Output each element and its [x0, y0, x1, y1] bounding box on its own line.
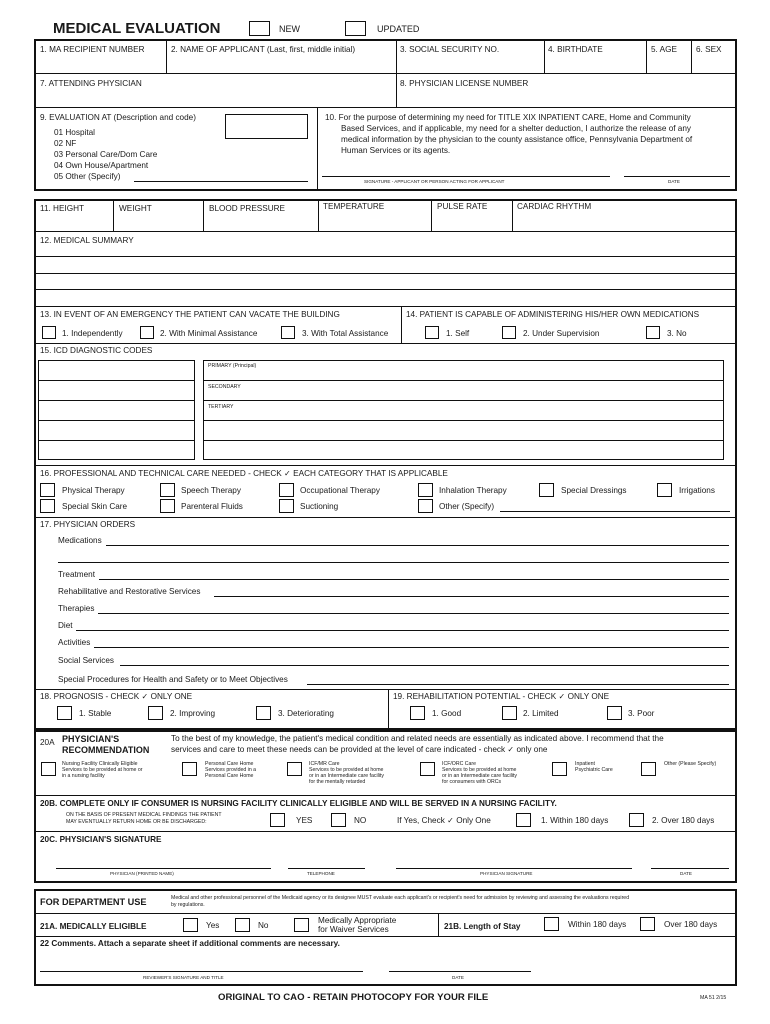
evaluation-at-label: 9. EVALUATION AT (Description and code)	[40, 113, 196, 122]
updated-checkbox[interactable]	[345, 21, 366, 36]
comments-label: 22 Comments. Attach a separate sheet if additional comments are necessary.	[40, 939, 340, 948]
return-home-yes-label: YES	[296, 816, 313, 825]
consent-line-2: Based Services, and if applicable, my need for a shelter deduction, I authorize the release of any	[341, 124, 691, 133]
telephone-caption: TELEPHONE	[307, 871, 335, 876]
stay-within-180-label: Within 180 days	[568, 920, 627, 929]
emergency-independently-checkbox[interactable]	[42, 326, 56, 339]
order-medications-label: Medications	[58, 536, 102, 545]
emergency-label: 13. IN EVENT OF AN EMERGENCY THE PATIENT CAN VACATE THE BUILDING	[40, 310, 340, 319]
parenteral-fluids-label: Parenteral Fluids	[181, 502, 243, 511]
inhalation-therapy-checkbox[interactable]	[418, 483, 433, 497]
icd-label: 15. ICD DIAGNOSTIC CODES	[40, 346, 153, 355]
eval-option-personal-care: 03 Personal Care/Dom Care	[54, 150, 158, 159]
icd-tertiary-label: TERTIARY	[208, 404, 234, 410]
pulse-rate-field[interactable]: PULSE RATE	[437, 202, 488, 211]
order-rehabilitative-label: Rehabilitative and Restorative Services	[58, 587, 201, 596]
special-skin-care-label: Special Skin Care	[62, 502, 128, 511]
emergency-independently-label: 1. Independently	[62, 329, 123, 338]
rec-option-icfmr-2: Services to be provided at home	[309, 767, 384, 773]
medically-eligible-label: 21A. MEDICALLY ELIGIBLE	[40, 922, 147, 931]
rec-text-2: services and care to meet these needs can be provided at the level of care indicated - check ✓ only one	[171, 745, 548, 754]
consent-line-3: medical information by the physician to the county assistance office, Pennsylvania Department of	[341, 135, 693, 144]
updated-label: UPDATED	[377, 24, 420, 34]
emergency-total-checkbox[interactable]	[281, 326, 295, 339]
speech-therapy-label: Speech Therapy	[181, 486, 241, 495]
department-note-1: Medical and other professional personnel of the Medicaid agency or its designee MUST evaluate each applicant's or recipient's need for admission by reviewing and assessing the evaluations required	[171, 895, 630, 901]
emergency-minimal-label: 2. With Minimal Assistance	[160, 329, 258, 338]
physical-therapy-checkbox[interactable]	[40, 483, 55, 497]
icf-orc-care-checkbox[interactable]	[420, 762, 435, 776]
physician-date-caption: DATE	[680, 871, 692, 876]
occupational-therapy-label: Occupational Therapy	[300, 486, 380, 495]
eligible-yes-label: Yes	[206, 921, 220, 930]
other-care-line[interactable]	[500, 511, 730, 512]
applicant-date-line[interactable]	[624, 176, 730, 177]
therapies-line[interactable]	[98, 613, 729, 614]
waiver-appropriate-checkbox[interactable]	[294, 918, 309, 932]
stay-within-180-checkbox[interactable]	[544, 917, 559, 931]
attending-physician-field[interactable]: 7. ATTENDING PHYSICIAN	[40, 79, 142, 88]
rec-option-pch-2: Services provided in a	[205, 767, 257, 773]
rec-text-1: To the best of my knowledge, the patient's medical condition and related needs are essentially as indicated above. I recommend that the	[171, 734, 664, 743]
consent-line-4: Human Services or its agents.	[341, 146, 451, 155]
ssn-field[interactable]: 3. SOCIAL SECURITY NO.	[400, 45, 500, 54]
icd-descriptions-grid[interactable]	[203, 360, 724, 460]
other-care-checkbox[interactable]	[418, 499, 433, 513]
nf-within-180-checkbox[interactable]	[516, 813, 531, 827]
emergency-total-label: 3. With Total Assistance	[302, 329, 389, 338]
inhalation-therapy-label: Inhalation Therapy	[439, 486, 507, 495]
order-diet-label: Diet	[58, 621, 73, 630]
nf-section-label: 20B. COMPLETE ONLY IF CONSUMER IS NURSING FACILITY CLINICALLY ELIGIBLE AND WILL BE SERVED IN A NURSING FACILITY.	[40, 799, 557, 808]
meds-self-checkbox[interactable]	[425, 326, 439, 339]
prognosis-improving-label: 2. Improving	[170, 709, 216, 718]
special-dressings-label: Special Dressings	[561, 486, 627, 495]
physician-signature-label: 20C. PHYSICIAN'S SIGNATURE	[40, 835, 162, 844]
meds-self-label: 1. Self	[446, 329, 470, 338]
activities-line[interactable]	[94, 647, 729, 648]
signature-caption: SIGNATURE - APPLICANT OR PERSON ACTING FOR APPLICANT	[364, 179, 505, 184]
rehab-poor-label: 3. Poor	[628, 709, 655, 718]
evaluation-code-box[interactable]	[225, 114, 308, 139]
order-therapies-label: Therapies	[58, 604, 95, 613]
order-social-services-label: Social Services	[58, 656, 114, 665]
physical-therapy-label: Physical Therapy	[62, 486, 125, 495]
care-needed-label: 16. PROFESSIONAL AND TECHNICAL CARE NEEDED - CHECK ✓ EACH CATEGORY THAT IS APPLICABLE	[40, 469, 448, 478]
reviewer-date-line[interactable]	[389, 971, 531, 972]
date-caption: DATE	[668, 179, 680, 184]
other-care-label: Other (Specify)	[439, 502, 495, 511]
physician-date-line[interactable]	[651, 868, 729, 869]
rec-option-nf-3: in a nursing facility	[62, 773, 105, 779]
ma-recipient-number-field[interactable]: 1. MA RECIPIENT NUMBER	[40, 45, 145, 54]
rehabilitative-line[interactable]	[214, 596, 729, 597]
rehab-good-label: 1. Good	[432, 709, 462, 718]
emergency-minimal-checkbox[interactable]	[140, 326, 154, 339]
rehab-limited-checkbox[interactable]	[502, 706, 517, 720]
special-dressings-checkbox[interactable]	[539, 483, 554, 497]
new-label: NEW	[279, 24, 300, 34]
order-treatment-label: Treatment	[58, 570, 96, 579]
prognosis-stable-label: 1. Stable	[79, 709, 112, 718]
physician-telephone-line[interactable]	[288, 868, 365, 869]
suctioning-checkbox[interactable]	[279, 499, 294, 513]
special-procedures-line[interactable]	[307, 684, 729, 685]
rec-option-other: Other (Please Specify)	[664, 761, 717, 767]
nf-basis-1: ON THE BASIS OF PRESENT MEDICAL FINDINGS THE PATIENT	[66, 812, 222, 818]
nf-if-yes-label: If Yes, Check ✓ Only One	[397, 816, 491, 825]
rec-option-icforc-2: Services to be provided at home	[442, 767, 517, 773]
icf-mr-care-checkbox[interactable]	[287, 762, 302, 776]
blood-pressure-field[interactable]: BLOOD PRESSURE	[209, 204, 285, 213]
social-services-line[interactable]	[120, 665, 729, 666]
parenteral-fluids-checkbox[interactable]	[160, 499, 175, 513]
eligible-no-label: No	[258, 921, 269, 930]
prognosis-stable-checkbox[interactable]	[57, 706, 72, 720]
stay-over-180-label: Over 180 days	[664, 920, 718, 929]
return-home-yes-checkbox[interactable]	[270, 813, 285, 827]
cardiac-rhythm-field[interactable]: CARDIAC RHYTHM	[517, 202, 592, 211]
eval-option-nf: 02 NF	[54, 139, 77, 148]
suctioning-label: Suctioning	[300, 502, 339, 511]
eval-option-other: 05 Other (Specify)	[54, 172, 121, 181]
occupational-therapy-checkbox[interactable]	[279, 483, 294, 497]
nf-eligible-checkbox[interactable]	[41, 762, 56, 776]
form-title: MEDICAL EVALUATION	[53, 20, 221, 37]
rec-option-pch-1: Personal Care Home	[205, 761, 254, 767]
rec-title-2: RECOMMENDATION	[62, 745, 150, 755]
waiver-appropriate-line-2: for Waiver Services	[318, 925, 389, 934]
rec-number: 20A	[40, 738, 55, 747]
prognosis-deteriorating-label: 3. Deteriorating	[278, 709, 334, 718]
medications-label: 14. PATIENT IS CAPABLE OF ADMINISTERING HIS/HER OWN MEDICATIONS	[406, 310, 700, 319]
inpatient-psychiatric-checkbox[interactable]	[552, 762, 567, 776]
nf-over-180-label: 2. Over 180 days	[652, 816, 715, 825]
height-field[interactable]: 11. HEIGHT	[40, 204, 84, 213]
rec-option-icfmr-3: or in an Intermediate care facility	[309, 773, 384, 779]
consent-line-1: 10. For the purpose of determining my need for TITLE XIX INPATIENT CARE, Home and Community	[325, 113, 691, 122]
age-field[interactable]: 5. AGE	[651, 45, 677, 54]
treatment-line[interactable]	[99, 579, 729, 580]
personal-care-home-checkbox[interactable]	[182, 762, 197, 776]
physician-license-field[interactable]: 8. PHYSICIAN LICENSE NUMBER	[400, 79, 529, 88]
return-home-no-label: NO	[354, 816, 367, 825]
return-home-no-checkbox[interactable]	[331, 813, 346, 827]
icd-primary-label: PRIMARY (Principal)	[208, 363, 257, 369]
rec-option-nf-1: Nursing Facility Clinically Eligible	[62, 761, 138, 767]
speech-therapy-checkbox[interactable]	[160, 483, 175, 497]
new-checkbox[interactable]	[249, 21, 270, 36]
reviewer-date-caption: DATE	[452, 975, 464, 980]
irrigations-label: Irrigations	[679, 486, 715, 495]
other-recommendation-checkbox[interactable]	[641, 762, 656, 776]
length-of-stay-label: 21B. Length of Stay	[444, 922, 521, 931]
nf-within-180-label: 1. Within 180 days	[541, 816, 609, 825]
rec-option-icforc-1: ICF/ORC Care	[442, 761, 477, 767]
rec-option-pch-3: Personal Care Home	[205, 773, 254, 779]
rec-option-icfmr-1: ICF/MR Care	[309, 761, 340, 767]
nf-over-180-checkbox[interactable]	[629, 813, 644, 827]
meds-supervision-label: 2. Under Supervision	[523, 329, 600, 338]
rec-option-nf-2: Services to be provided at home or	[62, 767, 143, 773]
applicant-name-field[interactable]: 2. NAME OF APPLICANT (Last, first, middle initial)	[171, 45, 356, 54]
prognosis-improving-checkbox[interactable]	[148, 706, 163, 720]
medical-summary-label: 12. MEDICAL SUMMARY	[40, 236, 134, 245]
physician-signature-line[interactable]	[396, 868, 632, 869]
printed-name-caption: PHYSICIAN (PRINTED NAME)	[110, 871, 174, 876]
rec-option-icforc-3: or in an Intermediate care facility	[442, 773, 517, 779]
medications-line[interactable]	[58, 562, 729, 563]
rec-option-psych-1: Inpatient	[575, 761, 595, 767]
nf-basis-2: MAY EVENTUALLY RETURN HOME OR BE DISCHARGED:	[66, 819, 207, 825]
rec-title-1: PHYSICIAN'S	[62, 734, 120, 744]
physician-orders-label: 17. PHYSICIAN ORDERS	[40, 520, 136, 529]
form-number: MA 51 2/15	[700, 995, 727, 1001]
birthdate-field[interactable]: 4. BIRTHDATE	[548, 45, 603, 54]
sex-field[interactable]: 6. SEX	[696, 45, 722, 54]
reviewer-caption: REVIEWER'S SIGNATURE AND TITLE	[143, 975, 224, 980]
eval-option-own-house: 04 Own House/Apartment	[54, 161, 149, 170]
rec-option-psych-2: Psychiatric Care	[575, 767, 613, 773]
order-special-procedures-label: Special Procedures for Health and Safety or to Meet Objectives	[58, 675, 288, 684]
rec-option-icforc-4: for consumers with ORCs	[442, 779, 502, 785]
stay-over-180-checkbox[interactable]	[640, 917, 655, 931]
eligible-yes-checkbox[interactable]	[183, 918, 198, 932]
order-activities-label: Activities	[58, 638, 91, 647]
medications-line[interactable]	[106, 545, 729, 546]
summary-line[interactable]	[35, 256, 736, 257]
applicant-signature-line[interactable]	[322, 176, 610, 177]
footer-instruction: ORIGINAL TO CAO - RETAIN PHOTOCOPY FOR YOUR FILE	[218, 992, 489, 1003]
eval-other-line[interactable]	[134, 181, 308, 182]
special-skin-care-checkbox[interactable]	[40, 499, 55, 513]
rehab-potential-label: 19. REHABILITATION POTENTIAL - CHECK ✓ ONLY ONE	[393, 692, 610, 701]
eval-option-hospital: 01 Hospital	[54, 128, 95, 137]
rehab-limited-label: 2. Limited	[523, 709, 559, 718]
department-use-title: FOR DEPARTMENT USE	[40, 897, 147, 907]
physician-printed-name-line[interactable]	[56, 868, 271, 869]
meds-no-checkbox[interactable]	[646, 326, 660, 339]
icd-codes-grid[interactable]	[38, 360, 195, 460]
irrigations-checkbox[interactable]	[657, 483, 672, 497]
summary-line[interactable]	[35, 273, 736, 274]
eligible-no-checkbox[interactable]	[235, 918, 250, 932]
waiver-appropriate-line-1: Medically Appropriate	[318, 916, 397, 925]
icd-secondary-label: SECONDARY	[208, 384, 241, 390]
meds-no-label: 3. No	[667, 329, 687, 338]
prognosis-deteriorating-checkbox[interactable]	[256, 706, 271, 720]
rec-option-icfmr-4: for the mentally retarded	[309, 779, 366, 785]
prognosis-label: 18. PROGNOSIS - CHECK ✓ ONLY ONE	[40, 692, 193, 701]
department-note-2: by regulations.	[171, 902, 205, 908]
diet-line[interactable]	[76, 630, 729, 631]
physician-signature-caption: PHYSICIAN SIGNATURE	[480, 871, 533, 876]
rehab-good-checkbox[interactable]	[410, 706, 425, 720]
rehab-poor-checkbox[interactable]	[607, 706, 622, 720]
meds-supervision-checkbox[interactable]	[502, 326, 516, 339]
summary-line[interactable]	[35, 289, 736, 290]
temperature-field[interactable]: TEMPERATURE	[323, 202, 385, 211]
weight-field[interactable]: WEIGHT	[119, 204, 152, 213]
reviewer-signature-line[interactable]	[40, 971, 363, 972]
